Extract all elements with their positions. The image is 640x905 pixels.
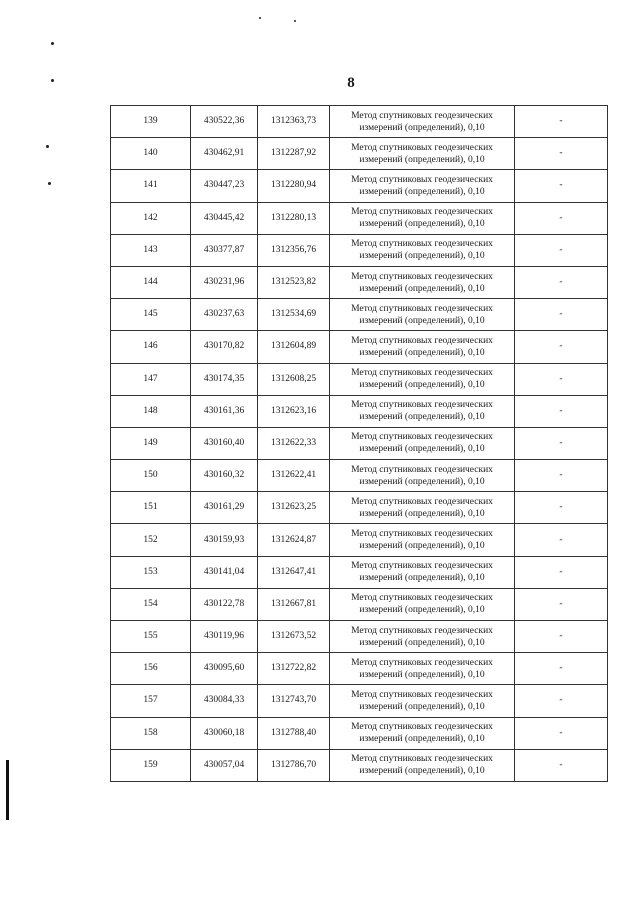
method-line-2: измерений (определений), 0,10: [359, 186, 485, 197]
x-coordinate-cell: 430161,36: [191, 395, 258, 427]
method-line-2: измерений (определений), 0,10: [359, 347, 485, 358]
x-coordinate-cell: 430060,18: [191, 717, 258, 749]
y-coordinate-cell: 1312280,94: [258, 170, 330, 202]
x-coordinate-cell: 430170,82: [191, 331, 258, 363]
method-cell: [330, 170, 515, 202]
method-line-1: Метод спутниковых геодезических: [351, 625, 493, 636]
description-cell: -: [515, 621, 608, 653]
table-row: [111, 106, 608, 138]
table-row: [111, 749, 608, 781]
description-cell: -: [515, 266, 608, 298]
method-line-2: измерений (определений), 0,10: [359, 122, 485, 133]
table-row: [111, 556, 608, 588]
method-cell: [330, 266, 515, 298]
method-line-1: Метод спутниковых геодезических: [351, 110, 493, 121]
description-cell: -: [515, 363, 608, 395]
y-coordinate-cell: 1312623,25: [258, 492, 330, 524]
method-line-2: измерений (определений), 0,10: [359, 412, 485, 423]
description-cell: -: [515, 717, 608, 749]
method-line-1: Метод спутниковых геодезических: [351, 271, 493, 282]
method-cell: [330, 492, 515, 524]
method-cell: [330, 331, 515, 363]
description-cell: -: [515, 556, 608, 588]
method-line-2: измерений (определений), 0,10: [359, 605, 485, 616]
page-number: 8: [347, 75, 355, 91]
description-cell: -: [515, 395, 608, 427]
y-coordinate-cell: 1312673,52: [258, 621, 330, 653]
point-number-cell: 153: [111, 556, 191, 588]
description-cell: -: [515, 170, 608, 202]
point-number-cell: 141: [111, 170, 191, 202]
coordinates-table-body: [111, 106, 608, 782]
table-row: [111, 685, 608, 717]
scan-speck: [48, 182, 51, 185]
table-row: [111, 427, 608, 459]
method-line-1: Метод спутниковых геодезических: [351, 529, 493, 540]
y-coordinate-cell: 1312623,16: [258, 395, 330, 427]
method-line-2: измерений (определений), 0,10: [359, 637, 485, 648]
point-number-cell: 150: [111, 460, 191, 492]
coordinates-table: [110, 105, 608, 782]
method-line-1: Метод спутниковых геодезических: [351, 464, 493, 475]
method-line-1: Метод спутниковых геодезических: [351, 239, 493, 250]
method-line-2: измерений (определений), 0,10: [359, 251, 485, 262]
method-line-1: Метод спутниковых геодезических: [351, 754, 493, 765]
method-line-2: измерений (определений), 0,10: [359, 380, 485, 391]
description-cell: -: [515, 299, 608, 331]
y-coordinate-cell: 1312786,70: [258, 749, 330, 781]
method-cell: [330, 717, 515, 749]
method-cell: [330, 427, 515, 459]
y-coordinate-cell: 1312788,40: [258, 717, 330, 749]
method-line-1: Метод спутниковых геодезических: [351, 368, 493, 379]
method-line-2: измерений (определений), 0,10: [359, 701, 485, 712]
method-line-1: Метод спутниковых геодезических: [351, 593, 493, 604]
x-coordinate-cell: 430057,04: [191, 749, 258, 781]
table-row: [111, 202, 608, 234]
point-number-cell: 146: [111, 331, 191, 363]
y-coordinate-cell: 1312608,25: [258, 363, 330, 395]
y-coordinate-cell: 1312622,33: [258, 427, 330, 459]
y-coordinate-cell: 1312523,82: [258, 266, 330, 298]
scan-speck: [51, 42, 54, 45]
table-row: [111, 299, 608, 331]
description-cell: -: [515, 524, 608, 556]
y-coordinate-cell: 1312287,92: [258, 138, 330, 170]
x-coordinate-cell: 430159,93: [191, 524, 258, 556]
table-row: [111, 363, 608, 395]
y-coordinate-cell: 1312534,69: [258, 299, 330, 331]
x-coordinate-cell: 430095,60: [191, 653, 258, 685]
y-coordinate-cell: 1312667,81: [258, 588, 330, 620]
description-cell: -: [515, 106, 608, 138]
y-coordinate-cell: 1312722,82: [258, 653, 330, 685]
description-cell: -: [515, 234, 608, 266]
method-line-1: Метод спутниковых геодезических: [351, 561, 493, 572]
method-line-1: Метод спутниковых геодезических: [351, 303, 493, 314]
x-coordinate-cell: 430161,29: [191, 492, 258, 524]
method-line-2: измерений (определений), 0,10: [359, 315, 485, 326]
table-row: [111, 460, 608, 492]
scan-edge-bar: [6, 760, 9, 820]
method-line-2: измерений (определений), 0,10: [359, 508, 485, 519]
point-number-cell: 139: [111, 106, 191, 138]
x-coordinate-cell: 430174,35: [191, 363, 258, 395]
table-row: [111, 234, 608, 266]
method-line-1: Метод спутниковых геодезических: [351, 657, 493, 668]
point-number-cell: 158: [111, 717, 191, 749]
x-coordinate-cell: 430160,32: [191, 460, 258, 492]
point-number-cell: 144: [111, 266, 191, 298]
x-coordinate-cell: 430447,23: [191, 170, 258, 202]
method-cell: [330, 621, 515, 653]
description-cell: -: [515, 138, 608, 170]
method-line-2: измерений (определений), 0,10: [359, 219, 485, 230]
method-line-1: Метод спутниковых геодезических: [351, 400, 493, 411]
method-line-1: Метод спутниковых геодезических: [351, 335, 493, 346]
y-coordinate-cell: 1312743,70: [258, 685, 330, 717]
y-coordinate-cell: 1312356,76: [258, 234, 330, 266]
y-coordinate-cell: 1312604,89: [258, 331, 330, 363]
table-row: [111, 621, 608, 653]
table-row: [111, 588, 608, 620]
x-coordinate-cell: 430377,87: [191, 234, 258, 266]
scan-speck: [259, 17, 261, 19]
point-number-cell: 151: [111, 492, 191, 524]
method-cell: [330, 749, 515, 781]
description-cell: -: [515, 202, 608, 234]
description-cell: -: [515, 460, 608, 492]
description-cell: -: [515, 749, 608, 781]
y-coordinate-cell: 1312280,13: [258, 202, 330, 234]
table-row: [111, 138, 608, 170]
method-line-2: измерений (определений), 0,10: [359, 476, 485, 487]
x-coordinate-cell: 430522,36: [191, 106, 258, 138]
table-row: [111, 331, 608, 363]
table-row: [111, 492, 608, 524]
point-number-cell: 159: [111, 749, 191, 781]
description-cell: -: [515, 588, 608, 620]
description-cell: -: [515, 653, 608, 685]
method-line-2: измерений (определений), 0,10: [359, 669, 485, 680]
method-line-1: Метод спутниковых геодезических: [351, 142, 493, 153]
point-number-cell: 145: [111, 299, 191, 331]
method-line-2: измерений (определений), 0,10: [359, 154, 485, 165]
method-line-2: измерений (определений), 0,10: [359, 283, 485, 294]
table-row: [111, 653, 608, 685]
point-number-cell: 155: [111, 621, 191, 653]
x-coordinate-cell: 430445,42: [191, 202, 258, 234]
table-row: [111, 170, 608, 202]
point-number-cell: 156: [111, 653, 191, 685]
x-coordinate-cell: 430231,96: [191, 266, 258, 298]
method-cell: [330, 460, 515, 492]
x-coordinate-cell: 430237,63: [191, 299, 258, 331]
method-line-1: Метод спутниковых геодезических: [351, 689, 493, 700]
method-cell: [330, 234, 515, 266]
method-line-1: Метод спутниковых геодезических: [351, 722, 493, 733]
y-coordinate-cell: 1312647,41: [258, 556, 330, 588]
point-number-cell: 143: [111, 234, 191, 266]
method-cell: [330, 363, 515, 395]
method-line-2: измерений (определений), 0,10: [359, 766, 485, 777]
method-line-1: Метод спутниковых геодезических: [351, 207, 493, 218]
method-line-1: Метод спутниковых геодезических: [351, 496, 493, 507]
method-cell: [330, 395, 515, 427]
y-coordinate-cell: 1312363,73: [258, 106, 330, 138]
method-cell: [330, 685, 515, 717]
method-line-2: измерений (определений), 0,10: [359, 541, 485, 552]
point-number-cell: 154: [111, 588, 191, 620]
x-coordinate-cell: 430084,33: [191, 685, 258, 717]
description-cell: -: [515, 427, 608, 459]
table-row: [111, 717, 608, 749]
description-cell: -: [515, 331, 608, 363]
method-cell: [330, 106, 515, 138]
method-line-2: измерений (определений), 0,10: [359, 444, 485, 455]
x-coordinate-cell: 430119,96: [191, 621, 258, 653]
x-coordinate-cell: 430462,91: [191, 138, 258, 170]
y-coordinate-cell: 1312622,41: [258, 460, 330, 492]
method-line-1: Метод спутниковых геодезических: [351, 432, 493, 443]
point-number-cell: 148: [111, 395, 191, 427]
method-line-2: измерений (определений), 0,10: [359, 734, 485, 745]
scan-speck: [294, 20, 296, 22]
method-line-2: измерений (определений), 0,10: [359, 573, 485, 584]
description-cell: -: [515, 492, 608, 524]
point-number-cell: 147: [111, 363, 191, 395]
method-line-1: Метод спутниковых геодезических: [351, 174, 493, 185]
y-coordinate-cell: 1312624,87: [258, 524, 330, 556]
description-cell: -: [515, 685, 608, 717]
x-coordinate-cell: 430122,78: [191, 588, 258, 620]
point-number-cell: 152: [111, 524, 191, 556]
method-cell: [330, 653, 515, 685]
x-coordinate-cell: 430141,04: [191, 556, 258, 588]
point-number-cell: 140: [111, 138, 191, 170]
method-cell: [330, 299, 515, 331]
method-cell: [330, 202, 515, 234]
scan-speck: [46, 145, 49, 148]
point-number-cell: 142: [111, 202, 191, 234]
table-row: [111, 524, 608, 556]
x-coordinate-cell: 430160,40: [191, 427, 258, 459]
method-cell: [330, 556, 515, 588]
table-row: [111, 266, 608, 298]
method-cell: [330, 138, 515, 170]
method-cell: [330, 524, 515, 556]
point-number-cell: 157: [111, 685, 191, 717]
point-number-cell: 149: [111, 427, 191, 459]
table-row: [111, 395, 608, 427]
method-cell: [330, 588, 515, 620]
